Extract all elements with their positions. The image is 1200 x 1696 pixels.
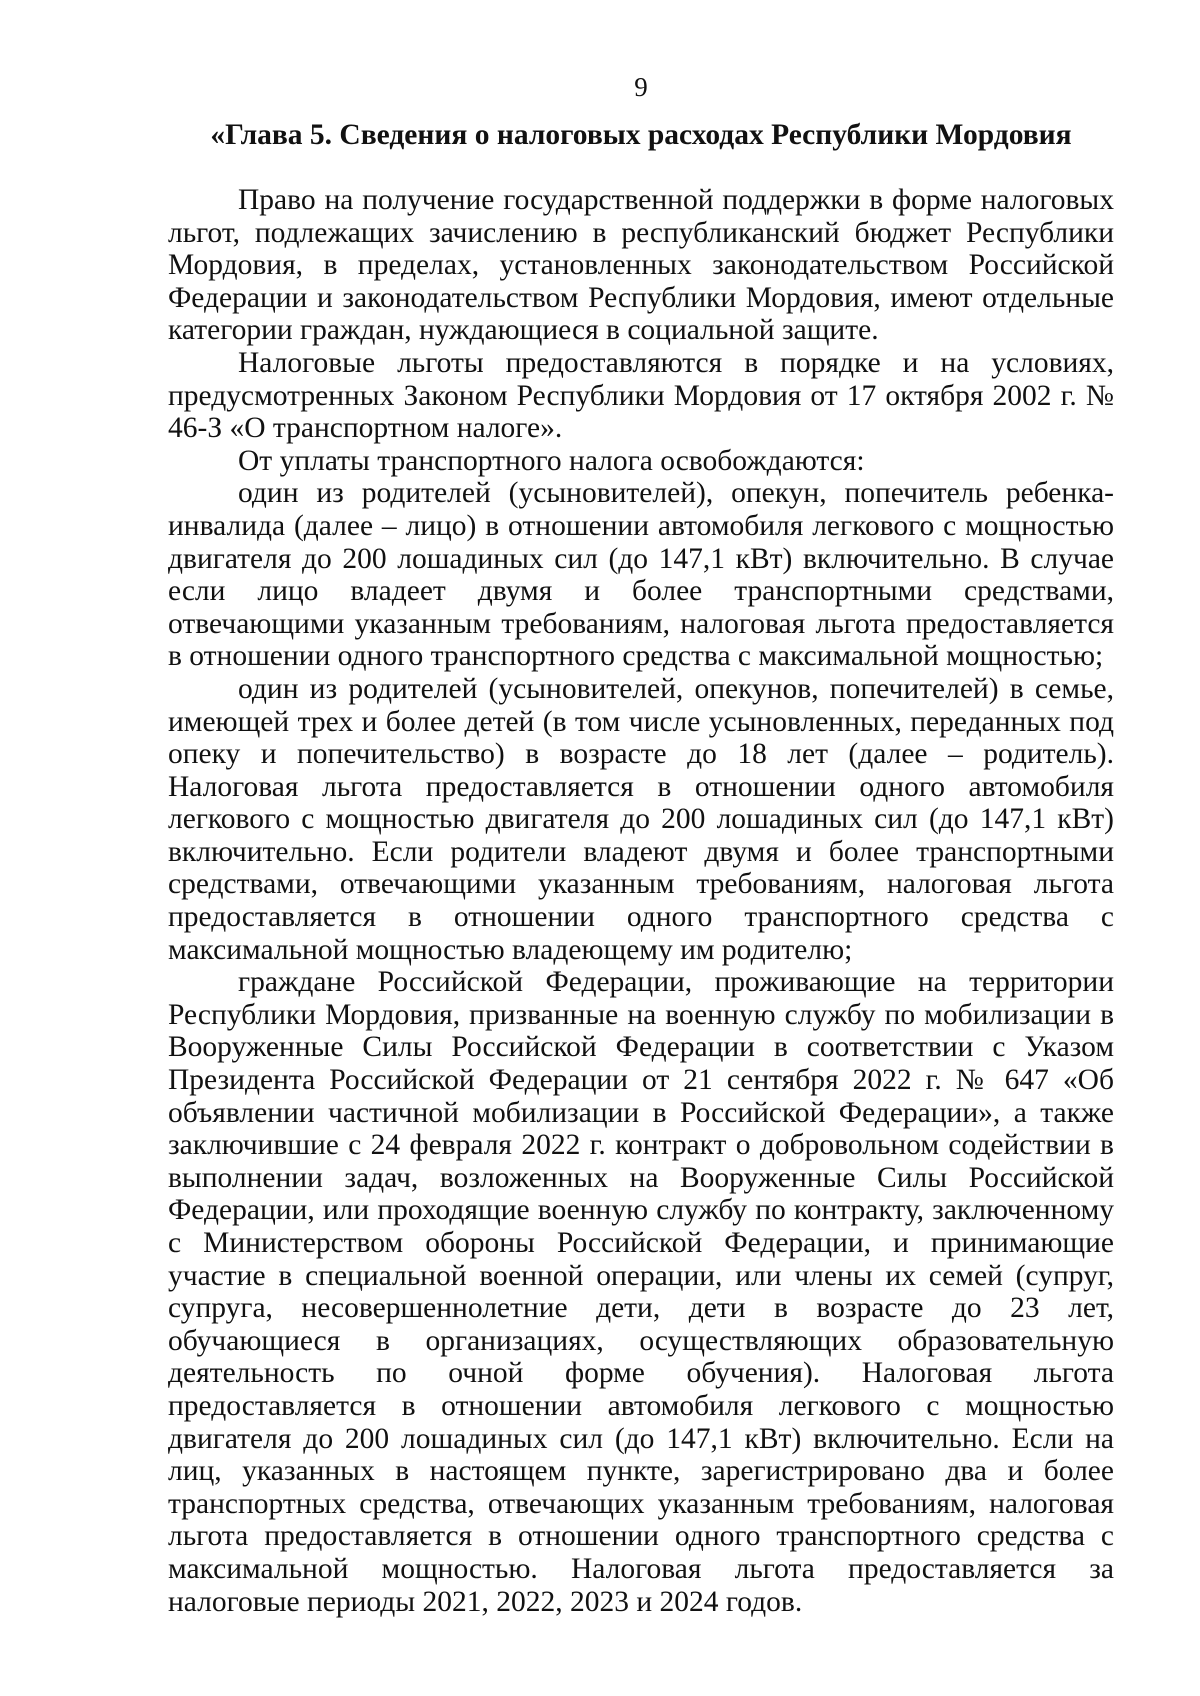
paragraph-disabled-child-parent: один из родителей (усыновителей), опекун, попечитель ребенка-инвалида (далее – лицо) в отношении автомобиля легкового с мощностью двигателя до 200 лошадиных сил (до 147,1 кВт) включительно. В случае если лицо владеет двумя и более транспортными средствами, отвечающими указанным требованиям, налоговая льгота предоставляется в отношении одного транспортного средства с максимальной мощностью; — [168, 477, 1114, 673]
paragraph-benefits-conditions: Налоговые льготы предоставляются в порядке и на условиях, предусмотренных Законом Республики Мордовия от 17 октября 2002 г. № 46-З «О транспортном налоге». — [168, 346, 1114, 445]
paragraph-exempt-intro: От уплаты транспортного налога освобождаются: — [238, 444, 865, 477]
page-number: 9 — [634, 72, 648, 102]
paragraph-mobilized-citizens: граждане Российской Федерации, проживающие на территории Республики Мордовия, призванные на военную службу по мобилизации в Вооруженные Силы Российской Федерации в соответствии с Указом Президента Российской Федерации от 21 сентября 2022 г. № 647 «Об объявлении частичной мобилизации в Российской Федерации», а также заключившие с 24 февраля 2022 г. контракт о добровольном содействии в выполнении задач, возложенных на Вооруженные Силы Российской Федерации, или проходящие военную службу по контракту, заключенному с Министерством обороны Российской Федерации, и принимающие участие в специальной военной операции, или члены их семей (супруг, супруга, несовершеннолетние дети, дети в возрасте до 23 лет, обучающиеся в организациях, осуществляющих образовательную деятельность по очной форме обучения). Налоговая льгота предоставляется в отношении автомобиля легкового с мощностью двигателя до 200 лошадиных сил (до 147,1 кВт) включительно. Если на лиц, указанных в настоящем пункте, зарегистрировано два и более транспортных средства, отвечающих указанным требованиям, налоговая льгота предоставляется в отношении одного транспортного средства с максимальной мощностью. Налоговая льгота предоставляется за налоговые периоды 2021, 2022, 2023 и 2024 годов. — [168, 966, 1114, 1618]
paragraph-support-right: Право на получение государственной поддержки в форме налоговых льгот, подлежащих зачислению в республиканский бюджет Республики Мордовия, в пределах, установленных законодательством Российской Федерации и законодательством Республики Мордовия, имеют отдельные категории граждан, нуждающиеся в социальной защите. — [168, 184, 1114, 347]
chapter-title: «Глава 5. Сведения о налоговых расходах Республики Мордовия — [210, 119, 1072, 151]
paragraph-large-family-parent: один из родителей (усыновителей, опекунов, попечителей) в семье, имеющей трех и более детей (в том числе усыновленных, переданных под опеку и попечительство) в возрасте до 18 лет (далее – родитель). Налоговая льгота предоставляется в отношении одного автомобиля легкового с мощностью двигателя до 200 лошадиных сил (до 147,1 кВт) включительно. Если родители владеют двумя и более транспортными средствами, отвечающими указанным требованиям, налоговая льгота предоставляется в отношении одного транспортного средства с максимальной мощностью владеющему им родителю; — [168, 672, 1114, 966]
body-text — [168, 184, 1114, 1618]
